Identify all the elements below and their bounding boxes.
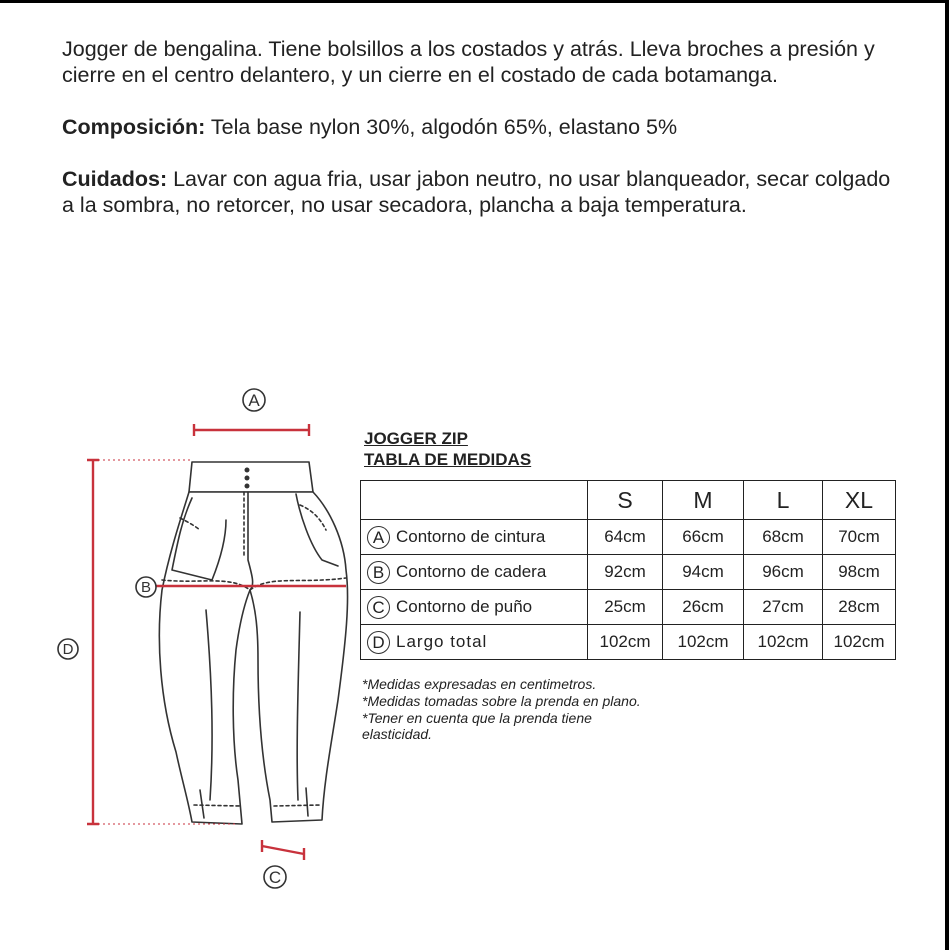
- table-row: [361, 625, 896, 660]
- measure-a: [194, 424, 309, 436]
- note-units: *Medidas expresadas en centimetros.: [362, 676, 597, 692]
- table-row: [361, 520, 896, 555]
- composition-label: Composición:: [62, 115, 206, 139]
- row-label: [361, 625, 588, 660]
- table-cell: 27cm: [744, 590, 823, 625]
- table-cell: 102cm: [744, 625, 823, 660]
- label-c-group: [264, 866, 286, 888]
- table-cell: 96cm: [744, 555, 823, 590]
- measure-d: [87, 460, 99, 824]
- right-border: [945, 0, 949, 950]
- label-b-group: [136, 577, 156, 597]
- letter-badge: D: [367, 631, 390, 654]
- table-cell: 64cm: [588, 520, 663, 555]
- button-mid: [245, 476, 250, 481]
- row-label: [361, 555, 588, 590]
- note-elasticity: *Tener en cuenta que la prenda tiene elasticidad.: [362, 710, 592, 742]
- letter-badge: A: [367, 526, 390, 549]
- table-cell: 98cm: [823, 555, 896, 590]
- table-cell: 102cm: [663, 625, 744, 660]
- jogger-diagram: [0, 380, 360, 900]
- row-label: [361, 520, 588, 555]
- table-cell: 25cm: [588, 590, 663, 625]
- button-low: [245, 484, 250, 489]
- composition-line: [62, 114, 902, 140]
- top-border: [0, 0, 949, 3]
- label-c: C: [268, 868, 282, 887]
- chart-subtitle: TABLA DE MEDIDAS: [364, 450, 532, 469]
- table-cell: 68cm: [744, 520, 823, 555]
- label-d: D: [62, 641, 74, 658]
- measurement-notes: [362, 676, 662, 743]
- table-cell: 102cm: [588, 625, 663, 660]
- measure-c: [262, 840, 304, 860]
- measure-name: Contorno de puño: [396, 596, 533, 616]
- size-header-empty: [361, 481, 588, 520]
- product-description: [62, 36, 902, 244]
- note-flat: *Medidas tomadas sobre la prenda en plano.: [362, 693, 641, 709]
- table-cell: 66cm: [663, 520, 744, 555]
- size-header-row: [361, 481, 896, 520]
- size-chart-title: [364, 428, 531, 470]
- size-table: [360, 480, 896, 660]
- label-a: A: [248, 391, 260, 410]
- table-cell: 92cm: [588, 555, 663, 590]
- pants-outline: [159, 492, 347, 824]
- size-header-l: L: [744, 481, 823, 520]
- table-cell: 28cm: [823, 590, 896, 625]
- care-label: Cuidados:: [62, 167, 168, 191]
- table-cell: 94cm: [663, 555, 744, 590]
- chart-title: JOGGER ZIP: [364, 429, 468, 448]
- intro-text: Jogger de bengalina. Tiene bolsillos a los costados y atrás. Lleva broches a presión y cierre en el centro delantero, y un cierre en el costado de cada botamanga.: [62, 37, 875, 87]
- care-text: Lavar con agua fria, usar jabon neutro, no usar blanqueador, secar colgado a la sombra, no retorcer, no usar secadora, plancha a baja temperatura.: [62, 167, 891, 217]
- letter-badge: C: [367, 596, 390, 619]
- label-d-group: [58, 639, 78, 659]
- table-cell: 102cm: [823, 625, 896, 660]
- table-row: [361, 555, 896, 590]
- table-cell: 26cm: [663, 590, 744, 625]
- care-line: [62, 166, 902, 218]
- measure-name: Contorno de cintura: [396, 526, 546, 546]
- table-cell: 70cm: [823, 520, 896, 555]
- measure-name: Largo total: [396, 631, 488, 651]
- label-b: B: [140, 579, 152, 596]
- size-header-m: M: [663, 481, 744, 520]
- composition-text: Tela base nylon 30%, algodón 65%, elastano 5%: [205, 115, 678, 139]
- measure-name: Contorno de cadera: [396, 561, 547, 581]
- row-label: [361, 590, 588, 625]
- letter-badge: B: [367, 561, 390, 584]
- size-header-s: S: [588, 481, 663, 520]
- size-header-xl: XL: [823, 481, 896, 520]
- table-row: [361, 590, 896, 625]
- label-a-group: [243, 389, 265, 411]
- button-top: [245, 468, 250, 473]
- waistband: [189, 462, 313, 492]
